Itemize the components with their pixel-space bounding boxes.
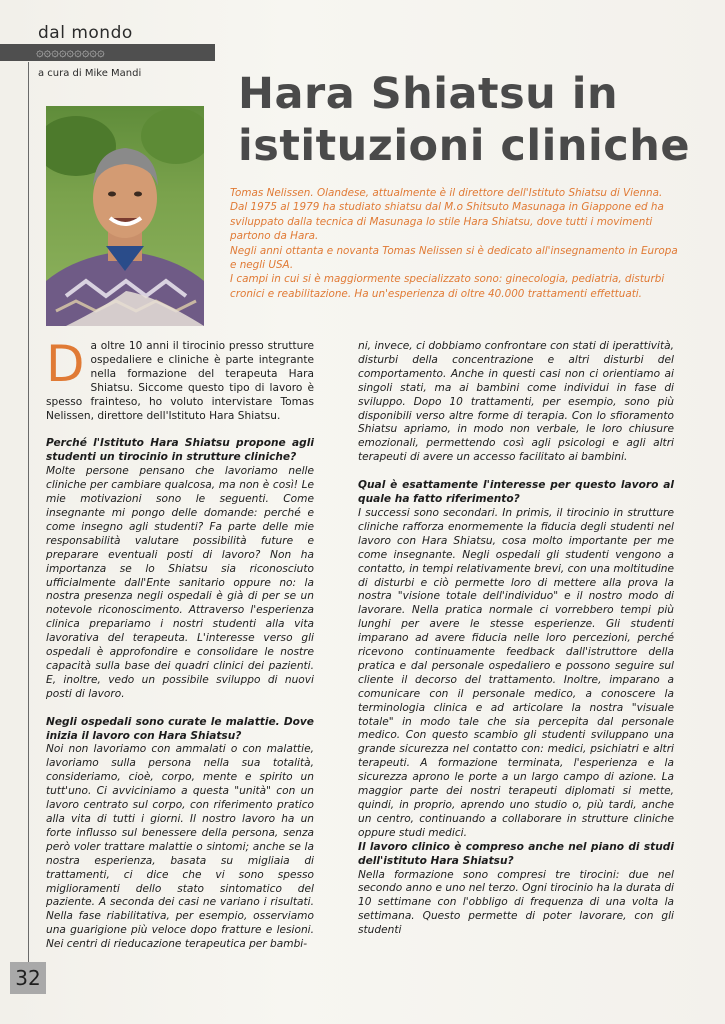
interview-answer: Nella formazione sono compresi tre tirocini: due nel secondo anno e uno nel terzo. Ogni tirocinio ha la durata di 10 settimane con l'obbligo di frequenza di una volta la settimana. Questo permette di poter lavorare, con gli studenti: [358, 868, 674, 937]
interview-answer: ni, invece, ci dobbiamo confrontare con stati di iperattività, disturbi della concentrazione e altri disturbi del comportamento. Anche in questi casi non ci orientiamo ai singoli stati, ma ai bambini come individui in fase di sviluppo. Dopo 10 trattamenti, per esempio, sono più disponibili verso altre forme di terapia. Con lo sfioramento Shiatsu apriamo, in modo non verbale, le loro chiusure emozionali, permettendo così agli psicologi e agli altri terapeuti di avere un accesso facilitato ai bambini.: [358, 340, 674, 464]
left-column: [46, 335, 314, 952]
column-rule: [28, 62, 29, 962]
curator-credit: a cura di Mike Mandi: [38, 68, 142, 79]
interview-answer: I successi sono secondari. In primis, il tirocinio in strutture cliniche rafforza enormemente la fiducia degli studenti nel lavoro con Hara Shiatsu, cosa molto importante per me come insegnante. Negli ospedali gli studenti vengono a contatto, in tempi relativamente brevi, con una moltitudine di disturbi e ciò permette loro di mettere alla prova la nostra "visione totale dell'individuo" e il nostro modo di lavorare. Nella pratica normale ci vorrebbero tempi più lunghi per avere le stesse esperienze. Gli studenti imparano ad avere fiducia nelle loro percezioni, perché ricevono continuamente feedback dall'istruttore della pratica e dal personale ospedaliero e possono seguire sul cliente il decorso del trattamento. Inoltre, imparano a comunicare con il personale medico, a conoscere la terminologia clinica e ad articolare la nostra "visuale totale" in modo tale che sia percepita dal personale medico. Con questo scambio gli studenti sviluppano una grande sicurezza nel contatto con: medici, psichiatri e altri terapeuti. A formazione terminata, l'esperienza e la sicurezza aprono le porte a un largo campo di azione. La maggior parte dei nostri terapeuti diplomati si mette, quindi, in proprio, aprendo uno studio o, più tardi, anche un centro, continuando a collaborare in strutture cliniche oppure studi medici.: [358, 506, 674, 839]
interview-question: Negli ospedali sono curate le malattie. Dove inizia il lavoro con Hara Shiatsu?: [46, 715, 314, 742]
portrait-illustration: [46, 106, 204, 326]
interview-answer: Molte persone pensano che lavoriamo nelle cliniche per cambiare qualcosa, ma non è così! Le mie motivazioni sono le seguenti. Come insegnante mi pongo delle domande: perché e come insegno agli studenti? Fa parte delle mie responsabilità valutare possibilità future e preparare eventuali posti di lavoro? Non ha importanza se lo Shiatsu sia riconosciuto ufficialmente dall'Ente sanitario oppure no: la nostra presenza negli ospedali è già di per se un notevole riconoscimento. Attraverso l'esperienza clinica prepariamo i nostri studenti alla vita lavorativa del terapeuta. L'interesse verso gli ospedali è approfondire e consolidare le nostre capacità sulla base dei quadri clinici dei pazienti. E, inoltre, vedo un possibile sviluppo di nuovi posti di lavoro.: [46, 465, 314, 700]
lead-paragraph: [46, 335, 314, 423]
decorative-band: [0, 44, 215, 61]
intro-paragraph: I campi in cui si è maggiormente specializzato sono: ginecologia, pediatria, disturbi cronici e reabilitazione. Ha un'esperienza di oltre 40.000 trattamenti effettuati.: [230, 273, 665, 300]
interview-answer: Noi non lavoriamo con ammalati o con malattie, lavoriamo sulla persona nella sua totalità, consideriamo, cioè, corpo, mente e spirito un tutt'uno. Ci avviciniamo a questa "unità" con un lavoro centrato sul corpo, con riferimento pratico alla vita di tutti i giorni. Il nostro lavoro ha un forte influsso sul benessere della persona, senza però voler trattare malattie o sintomi; anche se la nostra esperienza, basata su migliaia di trattamenti, ci dice che vi sono spesso miglioramenti dello stato sintomatico del paziente. A seconda dei casi ne variano i risultati. Nella fase riabilitativa, per esempio, osserviamo una guarigione più veloce dopo fratture e lesioni. Nei centri di rieducazione terapeutica per bambi-: [46, 743, 314, 951]
interview-question: Il lavoro clinico è compreso anche nel piano di studi dell'istituto Hara Shiatsu?: [358, 840, 674, 867]
interview-question: Perché l'Istituto Hara Shiatsu propone agli studenti un tirocinio in strutture cliniche?: [46, 437, 314, 464]
intro-paragraph: Negli anni ottanta e novanta Tomas Nelissen si è dedicato all'insegnamento in Europa e negli USA.: [230, 244, 678, 272]
author-intro: [230, 186, 680, 301]
right-column: [358, 340, 674, 938]
page-number: 32: [10, 962, 46, 994]
section-label: dal mondo: [38, 23, 133, 43]
lead-text: a oltre 10 anni il tirocinio presso strutture ospedaliere e cliniche è parte integrante nella formazione del terapeuta Hara Shiatsu. Siccome questo tipo di lavoro è spesso frainteso, ho voluto intervistare Tomas Nelissen, direttore dell'Istituto Hara Shiatsu.: [46, 340, 314, 422]
intro-paragraph: Tomas Nelissen. Olandese, attualmente è il direttore dell'Istituto Shiatsu di Vienna. Dal 1975 al 1979 ha studiato shiatsu dal M.o Shitsuto Masunaga in Giappone ed ha sviluppato dalla tecnica di Masunaga lo stile Hara Shiatsu, dove tutti i movimenti partono da Hara.: [230, 187, 664, 243]
interview-question: Qual è esattamente l'interesse per questo lavoro al quale ha fatto riferimento?: [358, 479, 674, 506]
band-pattern: ۞۞۞۞۞۞۞۞۞: [36, 45, 105, 60]
portrait-photo: [46, 106, 204, 326]
drop-cap: D: [46, 335, 85, 393]
article-title: Hara Shiatsu in istituzioni cliniche: [238, 69, 691, 171]
